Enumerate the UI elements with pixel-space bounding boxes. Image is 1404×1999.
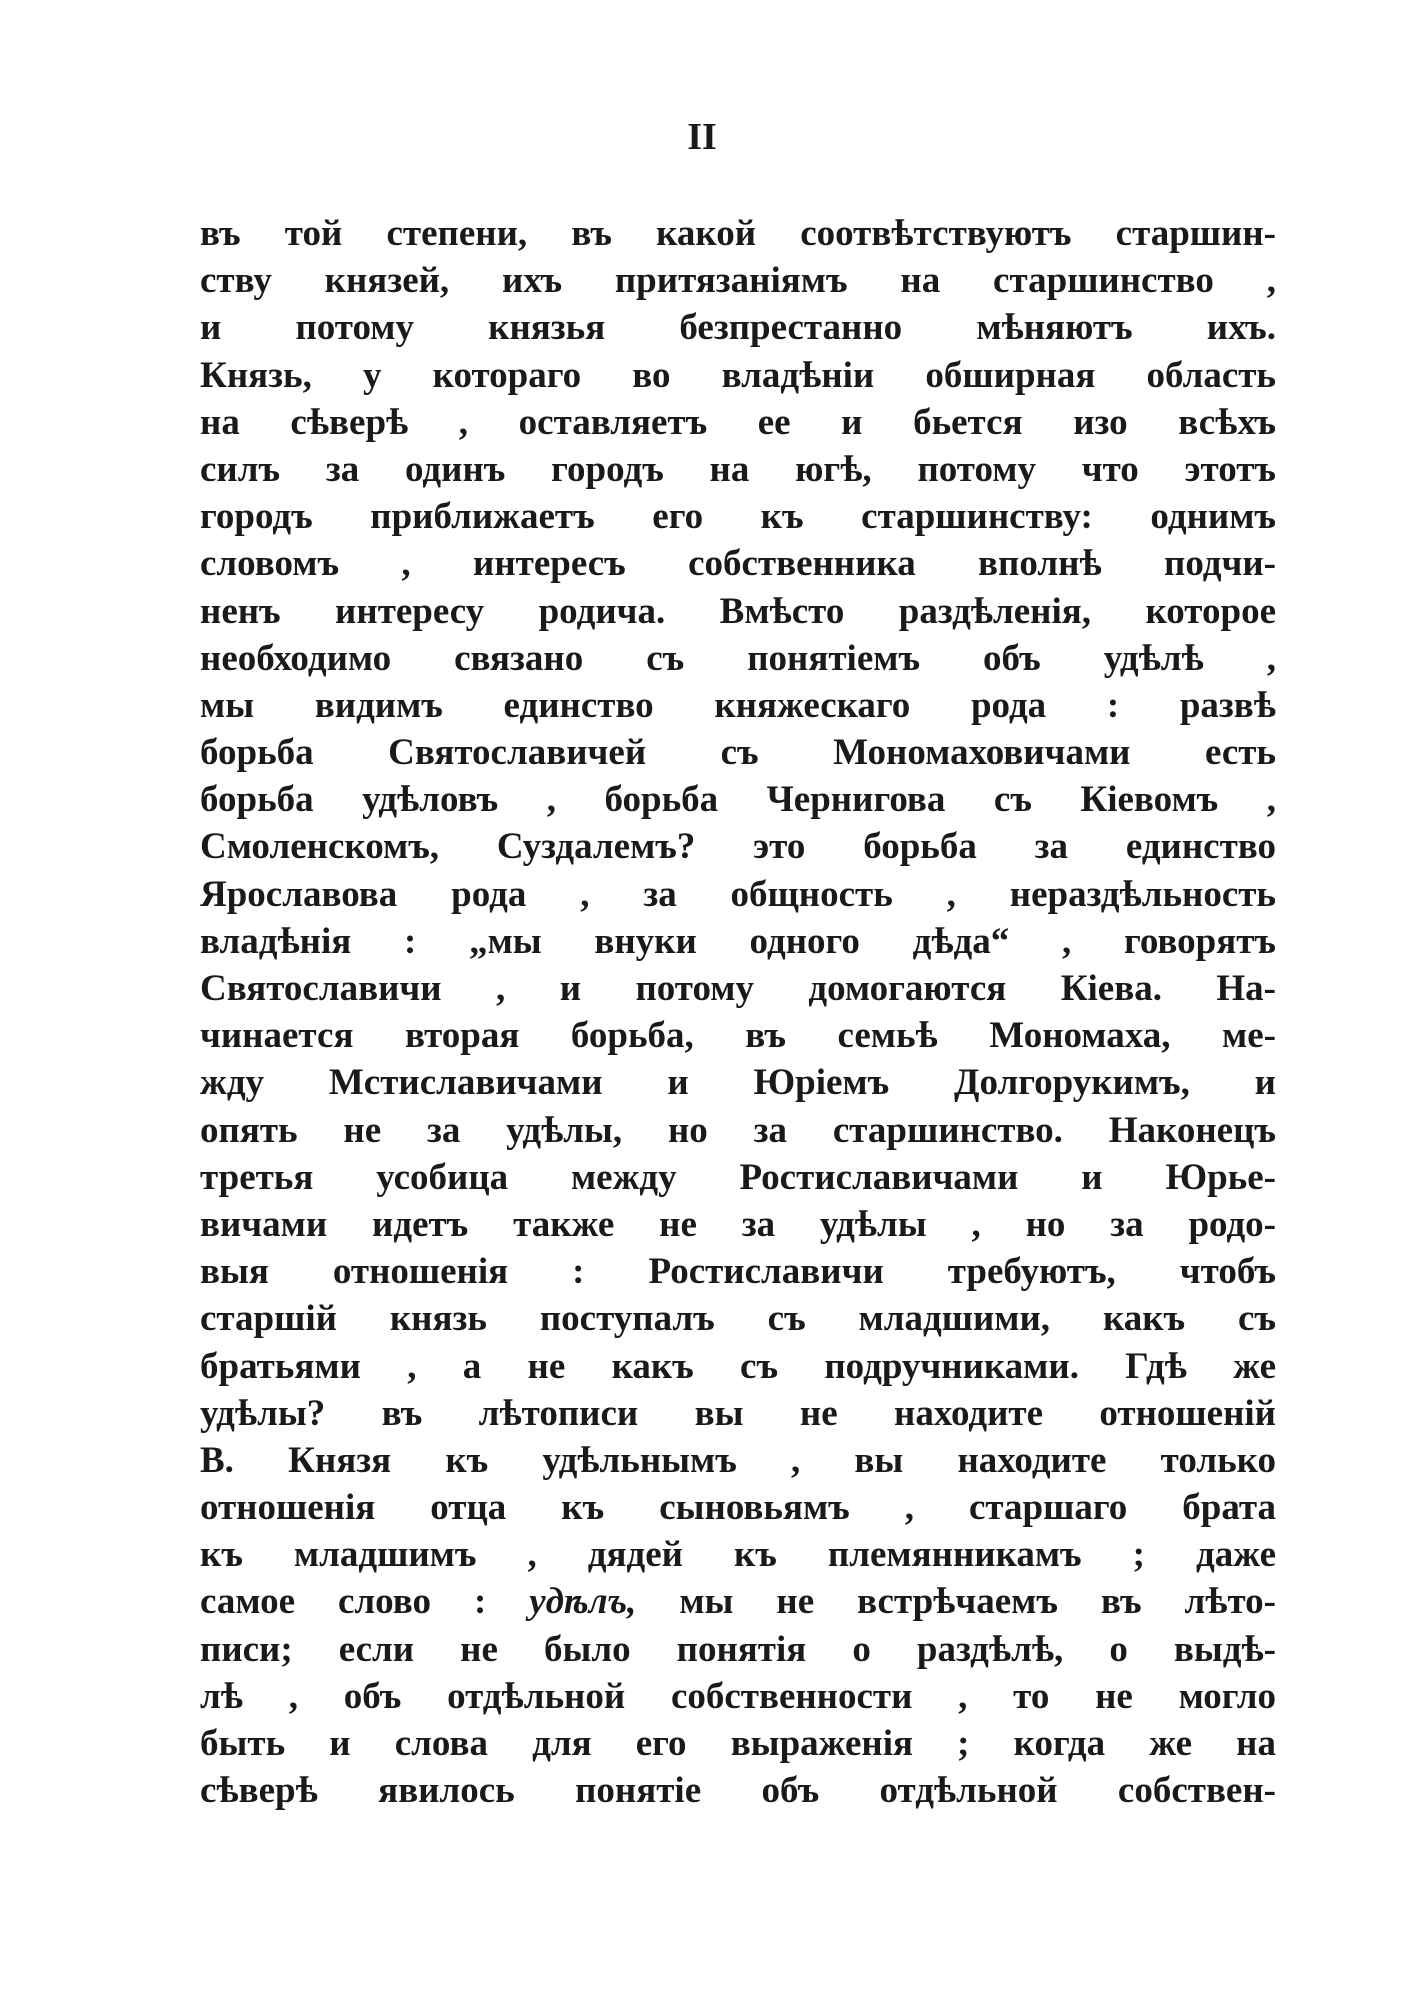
text-line: силъ за одинъ городъ на югѣ, потому что этотъ <box>200 448 1276 490</box>
text-line: самое слово : удѣлъ, мы не встрѣчаемъ въ лѣто- <box>200 1581 1276 1623</box>
text-line: къ младшимъ , дядей къ племянникамъ ; даже <box>200 1534 1276 1576</box>
text-line: ненъ интересу родича. Вмѣсто раздѣленія, которое <box>200 590 1276 632</box>
text-line: сѣверѣ явилось понятіе объ отдѣльной собствен- <box>200 1770 1276 1812</box>
text-line: ству князей, ихъ притязаніямъ на старшинство , <box>200 260 1276 302</box>
text-line: борьба удѣловъ , борьба Чернигова съ Кіевомъ , <box>200 779 1276 821</box>
text-line: городъ приближаетъ его къ старшинству: однимъ <box>200 496 1276 538</box>
text-line: на сѣверѣ , оставляетъ ее и бьется изо всѣхъ <box>200 401 1276 443</box>
text-line: чинается вторая борьба, въ семьѣ Мономаха, ме- <box>200 1015 1276 1057</box>
text-line: третья усобица между Ростиславичами и Юрье- <box>200 1156 1276 1198</box>
text-line: въ той степени, въ какой соотвѣтствуютъ старшин- <box>200 213 1276 254</box>
text-line: братьями , а не какъ съ подручниками. Гдѣ же <box>200 1345 1276 1387</box>
text-line: Ярославова рода , за общность , нераздѣльность <box>200 873 1276 915</box>
text-line: жду Мстиславичами и Юріемъ Долгорукимъ, и <box>200 1062 1276 1104</box>
text-line: Князь, у котораго во владѣніи обширная область <box>200 354 1276 396</box>
text-line: необходимо связано съ понятіемъ объ удѣлѣ , <box>200 637 1276 679</box>
text-line: мы видимъ единство княжескаго рода : развѣ <box>200 684 1276 726</box>
text-line: Святославичи , и потому домогаются Кіева. На- <box>200 968 1276 1009</box>
text-line: борьба Святославичей съ Мономаховичами есть <box>200 732 1276 774</box>
text-line: старшій князь поступалъ съ младшими, какъ съ <box>200 1298 1276 1340</box>
text-line: В. Князя къ удѣльнымъ , вы находите только <box>200 1439 1276 1481</box>
text-line: Смоленскомъ, Суздалемъ? это борьба за единство <box>200 826 1276 868</box>
text-line: опять не за удѣлы, но за старшинство. Наконецъ <box>200 1109 1276 1151</box>
text-line: отношенія отца къ сыновьямъ , старшаго брата <box>200 1487 1276 1529</box>
text-line: удѣлы? въ лѣтописи вы не находите отношеній <box>200 1392 1276 1434</box>
text-line: лѣ , объ отдѣльной собственности , то не могло <box>200 1675 1276 1717</box>
text-line: выя отношенія : Ростиславичи требуютъ, чтобъ <box>200 1251 1276 1293</box>
text-line: писи; если не было понятія о раздѣлѣ, о выдѣ- <box>200 1628 1276 1670</box>
page-number: II <box>687 116 717 158</box>
text-line: быть и слова для его выраженія ; когда же на <box>200 1723 1276 1764</box>
text-line: владѣнія : „мы внуки одного дѣда“ , говорятъ <box>200 920 1276 962</box>
text-line: и потому князья безпрестанно мѣняютъ ихъ. <box>200 307 1276 349</box>
text-line: вичами идетъ также не за удѣлы , но за родо- <box>200 1203 1276 1245</box>
body-text <box>200 210 1276 1814</box>
text-line: словомъ , интересъ собственника вполнѣ подчи- <box>200 543 1276 585</box>
